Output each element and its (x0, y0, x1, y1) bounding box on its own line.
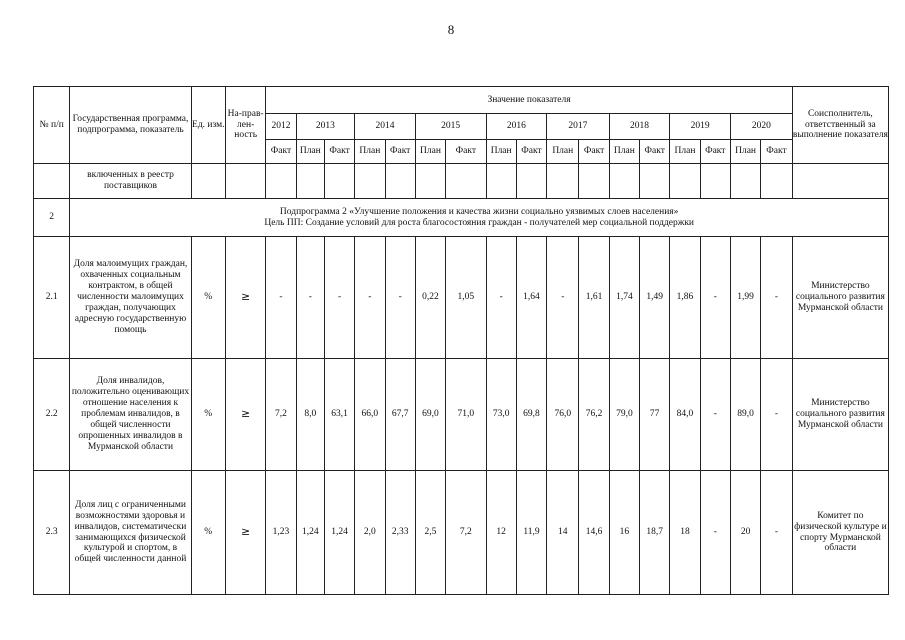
year-header: 2018 (609, 114, 670, 140)
value-cell: 18,7 (640, 471, 670, 595)
value-cell: 2,33 (385, 471, 415, 595)
indicators-table (33, 86, 889, 595)
value-cell: 84,0 (670, 359, 700, 471)
value-cell: - (700, 237, 730, 359)
value-cell: - (761, 471, 793, 595)
subprogram-goal: Цель ПП: Создание условий для роста благосостояния граждан - получателей мер социальной поддержки (264, 217, 695, 228)
value-cell: 11,9 (516, 471, 546, 595)
value-cell: 71,0 (446, 359, 486, 471)
value-cell: - (266, 237, 296, 359)
year-header: 2014 (355, 114, 416, 140)
value-cell: 1,64 (516, 237, 546, 359)
table-row (34, 471, 889, 595)
value-cell: 1,74 (609, 237, 639, 359)
header-num: № п/п (34, 87, 70, 164)
subcol-header: План (609, 140, 639, 164)
continuation-text: включенных в реестр поставщиков (70, 164, 191, 199)
header-values: Значение показателя (266, 87, 792, 114)
subprogram-row (34, 199, 889, 237)
subcol-header: План (730, 140, 760, 164)
value-cell: 69,8 (516, 359, 546, 471)
direction-glyph: ≥ (241, 525, 251, 539)
year-header: 2020 (730, 114, 792, 140)
value-cell: 1,05 (446, 237, 486, 359)
continuation-row (34, 164, 889, 199)
indicator-name: Доля малоимущих граждан, охваченных социальным контрактом, в общей численности малоимущих граждан, получающих адресную государственную помощь (70, 237, 191, 359)
header-row-1 (34, 87, 889, 114)
cell (792, 164, 888, 199)
subcol-header: План (486, 140, 516, 164)
value-cell: 1,24 (324, 471, 354, 595)
value-cell: 76,2 (579, 359, 609, 471)
year-header: 2015 (415, 114, 486, 140)
subcol-header: Факт (761, 140, 793, 164)
indicator-name: Доля инвалидов, положительно оценивающих отношение населения к проблемам инвалидов, в общей численности опрошенных инвалидов в Мурманской области (70, 359, 191, 471)
coexecutor: Министерство социального развития Мурманской области (792, 237, 888, 359)
value-cell: 14,6 (579, 471, 609, 595)
subprogram-description (70, 199, 889, 237)
subprogram-title: Подпрограмма 2 «Улучшение положения и качества жизни социально уязвимых слоев населения» (279, 206, 679, 217)
header-coexec: Соисполнитель, ответственный за выполнение показателя (792, 87, 888, 164)
cell (34, 164, 70, 199)
value-cell: 20 (730, 471, 760, 595)
value-cell: - (761, 359, 793, 471)
value-cell: 2,5 (415, 471, 445, 595)
subcol-header: Факт (266, 140, 296, 164)
cell (225, 164, 265, 199)
subcol-header: Факт (700, 140, 730, 164)
value-cell: - (761, 237, 793, 359)
value-cell: - (296, 237, 324, 359)
direction-glyph: ≥ (241, 407, 251, 421)
subcol-header: План (670, 140, 700, 164)
value-cell: 0,22 (415, 237, 445, 359)
page-number: 8 (447, 22, 455, 37)
year-header: 2016 (486, 114, 547, 140)
value-cell: 1,23 (266, 471, 296, 595)
value-cell: 8,0 (296, 359, 324, 471)
value-cell: 18 (670, 471, 700, 595)
subcol-header: Факт (324, 140, 354, 164)
subcol-header: План (355, 140, 385, 164)
value-cell: 1,86 (670, 237, 700, 359)
subcol-header: План (415, 140, 445, 164)
direction (225, 237, 265, 359)
subcol-header: Факт (640, 140, 670, 164)
value-cell: 1,49 (640, 237, 670, 359)
header-direction: На-прав-лен-ность (225, 87, 265, 164)
value-cell: 89,0 (730, 359, 760, 471)
value-cell: 1,61 (579, 237, 609, 359)
value-cell: 7,2 (446, 471, 486, 595)
value-cell: - (486, 237, 516, 359)
value-cell: 12 (486, 471, 516, 595)
year-header: 2013 (296, 114, 355, 140)
value-cell: 69,0 (415, 359, 445, 471)
row-num: 2.1 (34, 237, 70, 359)
subcol-header: План (296, 140, 324, 164)
subcol-header: Факт (446, 140, 486, 164)
direction (225, 359, 265, 471)
value-cell: 63,1 (324, 359, 354, 471)
subcol-header: Факт (385, 140, 415, 164)
unit: % (191, 359, 225, 471)
value-cell: 1,24 (296, 471, 324, 595)
value-cell: 66,0 (355, 359, 385, 471)
year-header: 2019 (670, 114, 731, 140)
value-cell: 77 (640, 359, 670, 471)
value-cell: - (547, 237, 579, 359)
value-cell: - (700, 471, 730, 595)
value-cell: 16 (609, 471, 639, 595)
indicator-name: Доля лиц с ограниченными возможностями здоровья и инвалидов, систематически занимающихся физической культурой и спортом, в общей численности данной (70, 471, 191, 595)
value-cell: 7,2 (266, 359, 296, 471)
unit: % (191, 471, 225, 595)
row-num: 2.3 (34, 471, 70, 595)
subcol-header: Факт (579, 140, 609, 164)
value-cell: 2,0 (355, 471, 385, 595)
row-num: 2.2 (34, 359, 70, 471)
value-cell: 1,99 (730, 237, 760, 359)
table-row (34, 359, 889, 471)
value-cell: - (324, 237, 354, 359)
direction-glyph: ≥ (241, 290, 251, 304)
value-cell: - (700, 359, 730, 471)
table-row (34, 237, 889, 359)
value-cell: 14 (547, 471, 579, 595)
header-name: Государственная программа, подпрограмма, показатель (70, 87, 191, 164)
year-header: 2017 (547, 114, 610, 140)
unit: % (191, 237, 225, 359)
subcol-header: Факт (516, 140, 546, 164)
value-cell: 76,0 (547, 359, 579, 471)
header-unit: Ед. изм. (191, 87, 225, 164)
value-cell: - (385, 237, 415, 359)
value-cell: 79,0 (609, 359, 639, 471)
year-header: 2012 (266, 114, 296, 140)
value-cell: - (355, 237, 385, 359)
cell (191, 164, 225, 199)
coexecutor: Министерство социального развития Мурманской области (792, 359, 888, 471)
subprogram-num: 2 (34, 199, 70, 237)
value-cell: 67,7 (385, 359, 415, 471)
subcol-header: План (547, 140, 579, 164)
coexecutor: Комитет по физической культуре и спорту Мурманской области (792, 471, 888, 595)
value-cell: 73,0 (486, 359, 516, 471)
direction (225, 471, 265, 595)
